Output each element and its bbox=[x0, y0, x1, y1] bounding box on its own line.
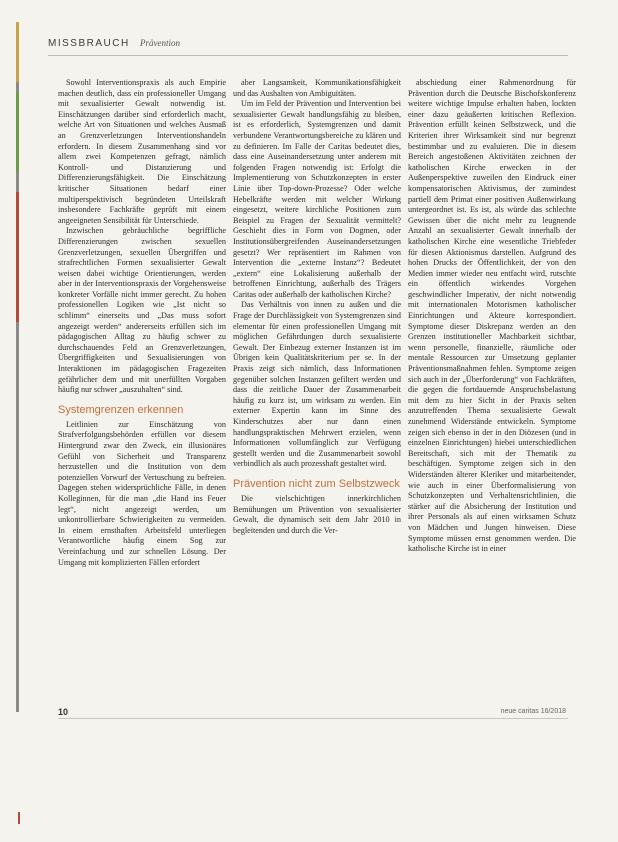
paragraph: Um im Feld der Prävention und Intervention bei sexualisierter Gewalt handlungsfähig zu bleiben, ist es erforderlich, Systemgrenzen und damit verbundene Verantwortungsbereiche zu klären und zu definieren. Im Falle der Caritas bedeutet dies, dass eine Auseinandersetzung unter anderem mit folgenden Fragen notwendig ist: Erfolgt die Implementierung von Schutzkonzepten in erster Linie über Top-down-Prozesse? Oder welche Hebelkräfte werden mit welcher Wirkung eingesetzt, weitere kirchliche Positionen zum Beispiel zu Fragen der Sexualität vermittelt? Geschieht dies in Form von Dogmen, oder Institutionsübergreifenden Auseinandersetzungen gesetzt? Wer repräsentiert im Rahmen von Intervention die „externe Instanz“? Bedeutet „extern“ eine Lokalisierung außerhalb der betroffenen Einrichtung, außerhalb des Trägers Caritas oder außerhalb der katholischen Kirche? bbox=[233, 99, 401, 299]
paragraph: Inzwischen gebräuchliche begriffliche Differenzierungen zwischen sexuellen Grenzverletzungen, sexuellen Übergriffen und strafrechtlichen Formen sexualisierter Gewalt weisen dabei wichtige Orientierungen, werden aber in der Interventionspraxis der Vorgehensweise konkreter Vorfälle nicht immer gerecht. Zu hohen professionellen Logiken wie „Ist nicht so schlimm“ einerseits und „Das muss sofort angezeigt werden“ andererseits erfüllen sich im pädagogischen Alltag zu häufig schwer zu durchschauendes Feld an Grenzverletzungen, Übergriffigkeiten und Sexualisierungen von Interaktionen im pädagogischen Fragezeiten gefährlicher dem und mit unerfüllten Vorgaben häufig nur schwer „auszuhalten“ sind. bbox=[58, 226, 226, 395]
sidebar-segment-green bbox=[16, 92, 19, 172]
header-section: MISSBRAUCH bbox=[48, 38, 130, 49]
text-column-1 bbox=[58, 78, 226, 568]
paragraph: aber Langsamkeit, Kommunikationsfähigkeit und das Aushalten von Ambiguitäten. bbox=[233, 78, 401, 98]
subheading-systemgrenzen: Systemgrenzen erkennen bbox=[58, 403, 184, 416]
paragraph: Die vielschichtigen innerkirchlichen Bemühungen um Prävention von sexualisierter Gewalt, die dynamisch seit dem Jahr 2010 in begleitenden und durch die Ver- bbox=[233, 493, 401, 535]
text-column-2 bbox=[233, 78, 401, 536]
paragraph: Das Verhältnis von innen zu außen und die Frage der Durchlässigkeit von Systemgrenzen sind elementar für einen professionellen Umgang mit möglichen Gefährdungen durch sexualisierte Gewalt. Der Einbezug externer Instanzen ist im Übrigen kein Qualitätskriterium per se. In der Praxis zeigt sich nämlich, dass Informationen gegenüber solchen Instanzen gefiltert werden und dass die zeitliche Dauer der Zusammenarbeit häufig zu kurz ist, um wirksam zu werden. Ein externer Expertin kann im Sinne des Kinderschutzes aber nur dann einen handlungspraktischen Mehrwert erzielen, wenn Informationen vollumfänglich zur Verfügung gestellt werden und die Zusammenarbeit sowohl verbindlich als auch prozesshaft gestaltet wird. bbox=[233, 300, 401, 469]
header-rule bbox=[48, 55, 568, 56]
color-sidebar-strip bbox=[16, 22, 19, 712]
scan-edge-mark bbox=[18, 812, 20, 824]
paragraph: abschiedung einer Rahmenordnung für Prävention durch die Deutsche Bischofskonferenz weitere wichtige Impulse erhalten haben, lockten einer dazu geäußerten kritischen Reflexion. Prävention erfüllt keinen Selbstzweck, und die Kriterien ihrer Wirksamkeit sind nur begrenzt bestimmbar und zu evaluieren. Die in diesem Bereich angestoßenen Aktivitäten zeichnen der katholischen Kirche erwecken in der Außenperspektive zuweilen den Eindruck einer kompensatorischen Aktivismus, der zumindest partiell dem Primat einer positiven Außenwirkung untergeordnet ist. Es ist, als würde das schlechte Gewissen über die nicht mehr zu leugnende Anzahl an sexualisierter Gewalt innerhalb der katholischen Kirche eine wesentliche Triebfeder für diesen Aktionismus darstellen. Aufgrund des hohen Drucks der Öffentlichkeit, der von den Medien immer wieder neu entfacht wird, rutschte ein öffentlich wirkendes Vorgehen geschwindlicher Imperativ, der nicht notwendig mit internationalen Motorismen katholischer Einrichtungen und Akteure korrespondiert. Symptome dieser Diskrepanz werden an den Grenzen institutioneller Machbarkeit sichtbar, wenn personelle, finanzielle, räumliche oder mentale Ressourcen zur Umsetzung geplanter Präventionsmaßnahmen fehlen. Symptome zeigen sich auch in der „Überforderung“ von Fachkräften, die gegen die fortdauernde Anspruchsbelastung mit dem zu hier Sicht in der Praxis selten anzutreffenden Thema sexualisierte Gewalt zunehmend Widerstände entwickeln. Symptome zeigen sich ebenso in der in den Diözesen (und in einzelnen Einrichtungen) hiebei unterschiedlichen Bereitschaft, sich mit der Thematik zu beschäftigen. Symptome zeigen sich in den Widerständen älterer Kleriker und mitarbeitender, wie auch in einer Überformalisierung von Schutzkonzepten und Verhaltensrichtlinien, die stärker auf die Absicherung der Institution und ihrer Personals als auf einen wirksamen Schutz von Mädchen und Jungen hinweisen. Diese Symptome müssen ernst genommen werden. Die katholische Kirche ist in einer bbox=[408, 78, 576, 554]
sidebar-segment-red bbox=[16, 192, 19, 322]
publication-source: neue caritas 16/2018 bbox=[500, 708, 566, 715]
paragraph: Sowohl Interventionspraxis als auch Empirie machen deutlich, dass ein professioneller Umgang mit sexualisierter Gewalt notwendig ist. Einschätzungen darüber sind erforderlich macht, welche Art von Situationen und welches Ausmaß an Grenzverletzungen Interventionshandeln erfordern. In diesem Zusammenhang sind vor allem zwei Kompetenzen gefragt, nämlich Kontroll- und Distanzierung und Differenzierungsfähigkeit. Die Einschätzung kritischer Situationen bedarf einer multiperspektivisch begründeten Urteilskraft insbesondere Fachkräfte geprüft mit einem angeeigneten Sensibilität für Unterschiede. bbox=[58, 78, 226, 225]
paragraph: Leitlinien zur Einschätzung von Strafverfolgungsbehörden erfüllen vor diesem Hintergrund zwar den Zweck, ein illusionäres Gefühl von Sicherheit und Transparenz herzustellen und die Institution von dem potenziellen Vorwurf der Vertuschung zu befreien. Dagegen stehen widersprüchliche Fälle, in denen Kolleginnen, für die man „die Hand ins Feuer legt“, nicht angezeigt werden, um unkontrollierbare Schwierigkeiten zu vermeiden. In einem ernsthaften Arbeitsfeld unterliegen Verantwortliche häufig einem Sog zur Vereinfachung und zur schnellen Lösung. Der Umgang mit komplizierten Fällen erfordert bbox=[58, 419, 226, 567]
header-subtitle: Prävention bbox=[139, 38, 180, 48]
footer-rule bbox=[58, 718, 568, 719]
text-column-3 bbox=[408, 78, 576, 555]
sidebar-segment-gold bbox=[16, 22, 19, 82]
page-number: 10 bbox=[58, 707, 69, 717]
running-header bbox=[48, 38, 568, 54]
subheading-praevention: Prävention nicht zum Selbstzweck bbox=[233, 477, 400, 490]
